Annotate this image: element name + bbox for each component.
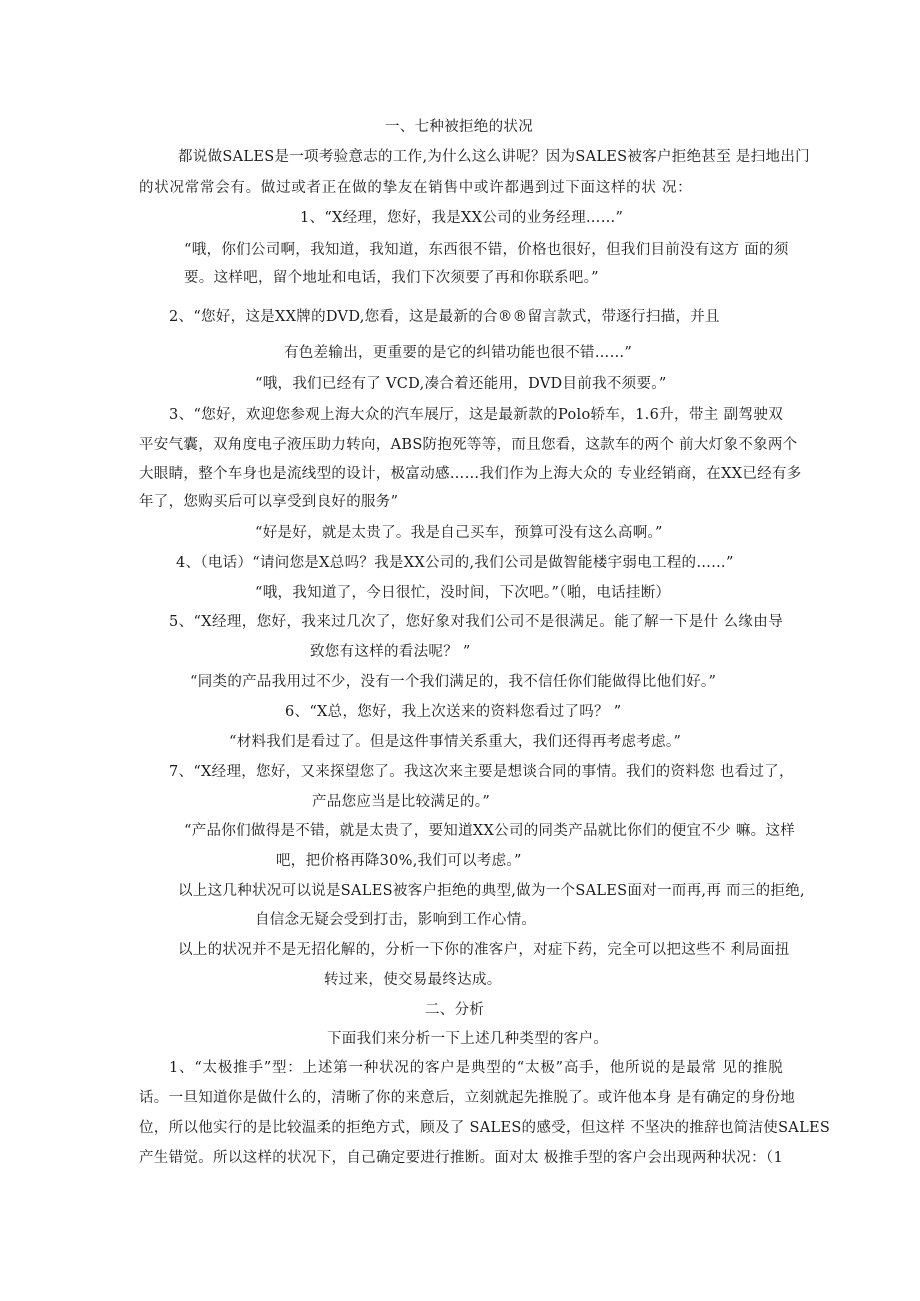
case6-question: 6、“X总，您好，我上次送来的资料您看过了吗？ ”	[285, 704, 622, 720]
case7-question-line-2: 产品您应当是比较满足的。”	[312, 794, 491, 810]
summary2-line-2: 转过来，使交易最终达成。	[324, 972, 502, 988]
case2-question-line-1: 2、“您好，这是XX牌的DVD,您看，这是最新的合®®留言款式，带逐行扫描，并且	[169, 309, 720, 325]
case3-question-line-1: 3、“您好，欢迎您参观上海大众的汽车展厅，这是最新款的Polo轿车，1.6升，带主 副驾驶双	[169, 407, 783, 423]
case7-question-line-1: 7、“X经理，您好，又来探望您了。我这次来主要是想谈合同的事情。我们的资料您 也看过了，	[169, 764, 794, 780]
section2-title: 二、分析	[425, 1002, 485, 1018]
section1-title: 一、七种被拒绝的状况	[385, 119, 533, 135]
summary1-line-2: 自信念无疑会受到打击，影响到工作心情。	[255, 912, 537, 928]
case7-answer-line-1: “产品你们做得是不错，就是太贵了，要知道XX公司的同类产品就比你们的便宜不少 嘛。这样	[184, 823, 796, 839]
case3-question-line-4: 年了，您购买后可以享受到良好的服务”	[139, 494, 399, 510]
case4-answer: “哦，我知道了，今日很忙，没时间，下次吧。”（啪，电话挂断）	[255, 585, 671, 601]
case3-answer: “好是好，就是太贵了。我是自己买车，预算可没有这么高啊。”	[255, 525, 663, 541]
case5-question-line-1: 5、“X经理，您好，我来过几次了，您好象对我们公司不是很满足。能了解一下是什 么缘由导	[169, 614, 783, 630]
case5-answer: “同类的产品我用过不少，没有一个我们满足的，我不信任你们能做得比他们好。”	[190, 674, 717, 690]
analysis1-line-4: 产生错觉。所以这样的状况下，自己确定要进行推断。面对太 极推手型的客户会出现两种状况：（1	[139, 1150, 783, 1166]
analysis1-line-2: 话。一旦知道你是做什么的，清晰了你的来意后，立刻就起先推脱了。或许他本身 是有确定的身份地	[139, 1090, 796, 1106]
case2-question-line-2: 有色差输出，更重要的是它的纠错功能也很不错……”	[284, 345, 633, 361]
case4-question: 4、（电话）“请问您是X总吗？我是XX公司的,我们公司是做智能楼宇弱电工程的……”	[176, 555, 734, 571]
case3-question-line-3: 大眼睛，整个车身也是流线型的设计，极富动感……我们作为上海大众的 专业经销商，在XX已经有多	[139, 466, 802, 482]
case1-answer-line-1: “哦，你们公司啊，我知道，我知道，东西很不错，价格也很好，但我们目前没有这方 面的须	[184, 242, 789, 258]
case5-question-line-2: 致您有这样的看法呢？ ”	[310, 644, 471, 660]
case7-answer-line-2: 吧，把价格再降30%,我们可以考虑。”	[276, 853, 522, 869]
intro-line-1: 都说做SALES是一项考验意志的工作,为什么这么讲呢？因为SALES被客户拒绝甚至 是扫地出门	[178, 149, 810, 165]
analysis1-line-1: 1、“太极推手”型：上述第一种状况的客户是典型的“太极”高手，他所说的是最常 见的推脱	[169, 1060, 783, 1076]
case6-answer: “材料我们是看过了。但是这件事情关系重大，我们还得再考虑考虑。”	[229, 734, 682, 750]
intro-line-2: 的状况常常会有。做过或者正在做的挚友在销售中或许都遇到过下面这样的状 况：	[139, 180, 692, 196]
case3-question-line-2: 平安气囊，双角度电子液压助力转向，ABS防抱死等等，而且您看，这款车的两个 前大灯象不象两个	[139, 437, 798, 453]
summary1-line-1: 以上这几种状况可以说是SALES被客户拒绝的典型,做为一个SALES面对一而再,再 而三的拒绝,	[178, 883, 805, 899]
analysis1-line-3: 位，所以他实行的是比较温柔的拒绝方式，顾及了 SALES的感受，但这样 不坚决的推辞也简洁使SALES	[139, 1120, 831, 1136]
summary2-line-1: 以上的状况并不是无招化解的，分析一下你的准客户，对症下药，完全可以把这些不 利局面扭	[178, 942, 790, 958]
section2-intro: 下面我们来分析一下上述几种类型的客户。	[327, 1031, 609, 1047]
case1-answer-line-2: 要。这样吧，留个地址和电话，我们下次须要了再和你联系吧。”	[184, 270, 599, 286]
case1-question: 1、“X经理，您好，我是XX公司的业务经理……”	[300, 210, 624, 226]
case2-answer: “哦，我们已经有了 VCD,凑合着还能用，DVD目前我不须要。”	[255, 376, 667, 392]
